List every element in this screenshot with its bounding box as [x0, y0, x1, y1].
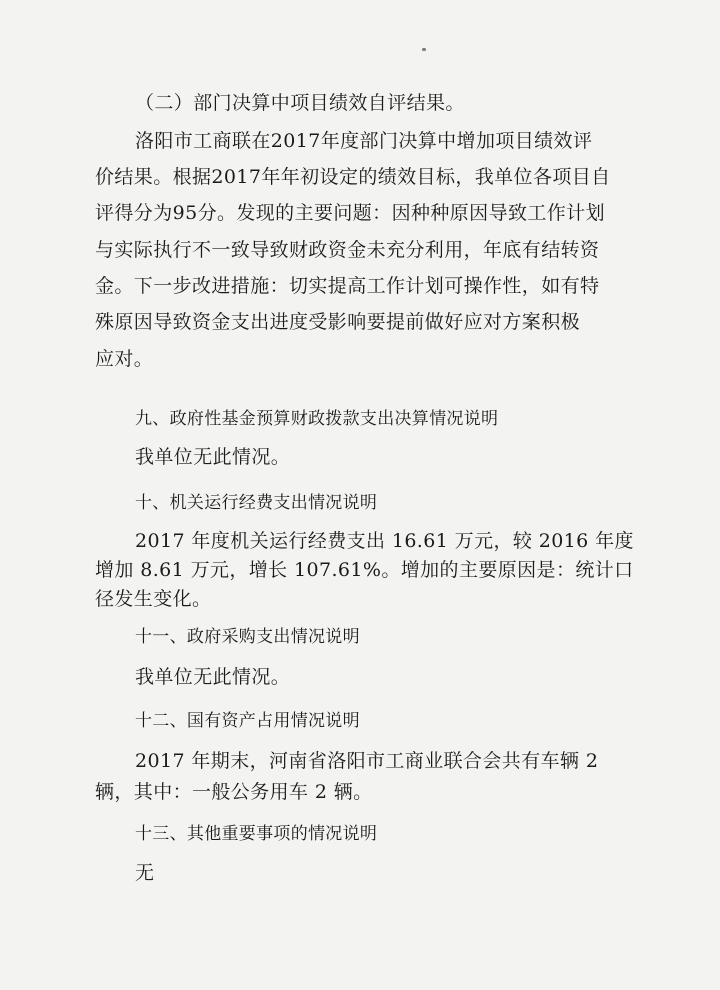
section-heading: 十、机关运行经费支出情况说明 [135, 493, 378, 513]
section-line: 2017 年度机关运行经费支出 16.61 万元，较 2016 年度 [135, 530, 634, 552]
section-line: 2017 年期末，河南省洛阳市工商业联合会共有车辆 2 [135, 750, 599, 772]
paragraph-line: 洛阳市工商联在2017年度部门决算中增加项目绩效评 [135, 130, 593, 152]
section-line: 我单位无此情况。 [135, 666, 291, 688]
section-line: 增加 8.61 万元，增长 107.61%。增加的主要原因是：统计口 [95, 559, 634, 581]
subsection-title: （二）部门决算中项目绩效自评结果。 [135, 92, 465, 114]
section-heading: 十二、国有资产占用情况说明 [135, 711, 360, 731]
section-line: 无 [135, 862, 155, 884]
section-heading: 十三、其他重要事项的情况说明 [135, 824, 378, 844]
section-line: 辆，其中：一般公务用车 2 辆。 [95, 781, 373, 803]
paragraph-line: 殊原因导致资金支出进度受影响要提前做好应对方案积极 [95, 311, 581, 333]
paragraph-line: 金。下一步改进措施：切实提高工作计划可操作性，如有特 [95, 275, 600, 297]
paragraph-line: 与实际执行不一致导致财政资金未充分利用，年底有结转资 [95, 239, 600, 261]
scan-speck [422, 48, 426, 51]
section-heading: 十一、政府采购支出情况说明 [135, 627, 360, 647]
section-heading: 九、政府性基金预算财政拨款支出决算情况说明 [135, 409, 499, 429]
section-line: 我单位无此情况。 [135, 446, 291, 468]
paragraph-line: 评得分为95分。发现的主要问题：因种种原因导致工作计划 [95, 202, 605, 224]
section-line: 径发生变化。 [95, 588, 212, 610]
paragraph-line: 应对。 [95, 348, 154, 370]
paragraph-line: 价结果。根据2017年年初设定的绩效目标，我单位各项目自 [95, 166, 611, 188]
